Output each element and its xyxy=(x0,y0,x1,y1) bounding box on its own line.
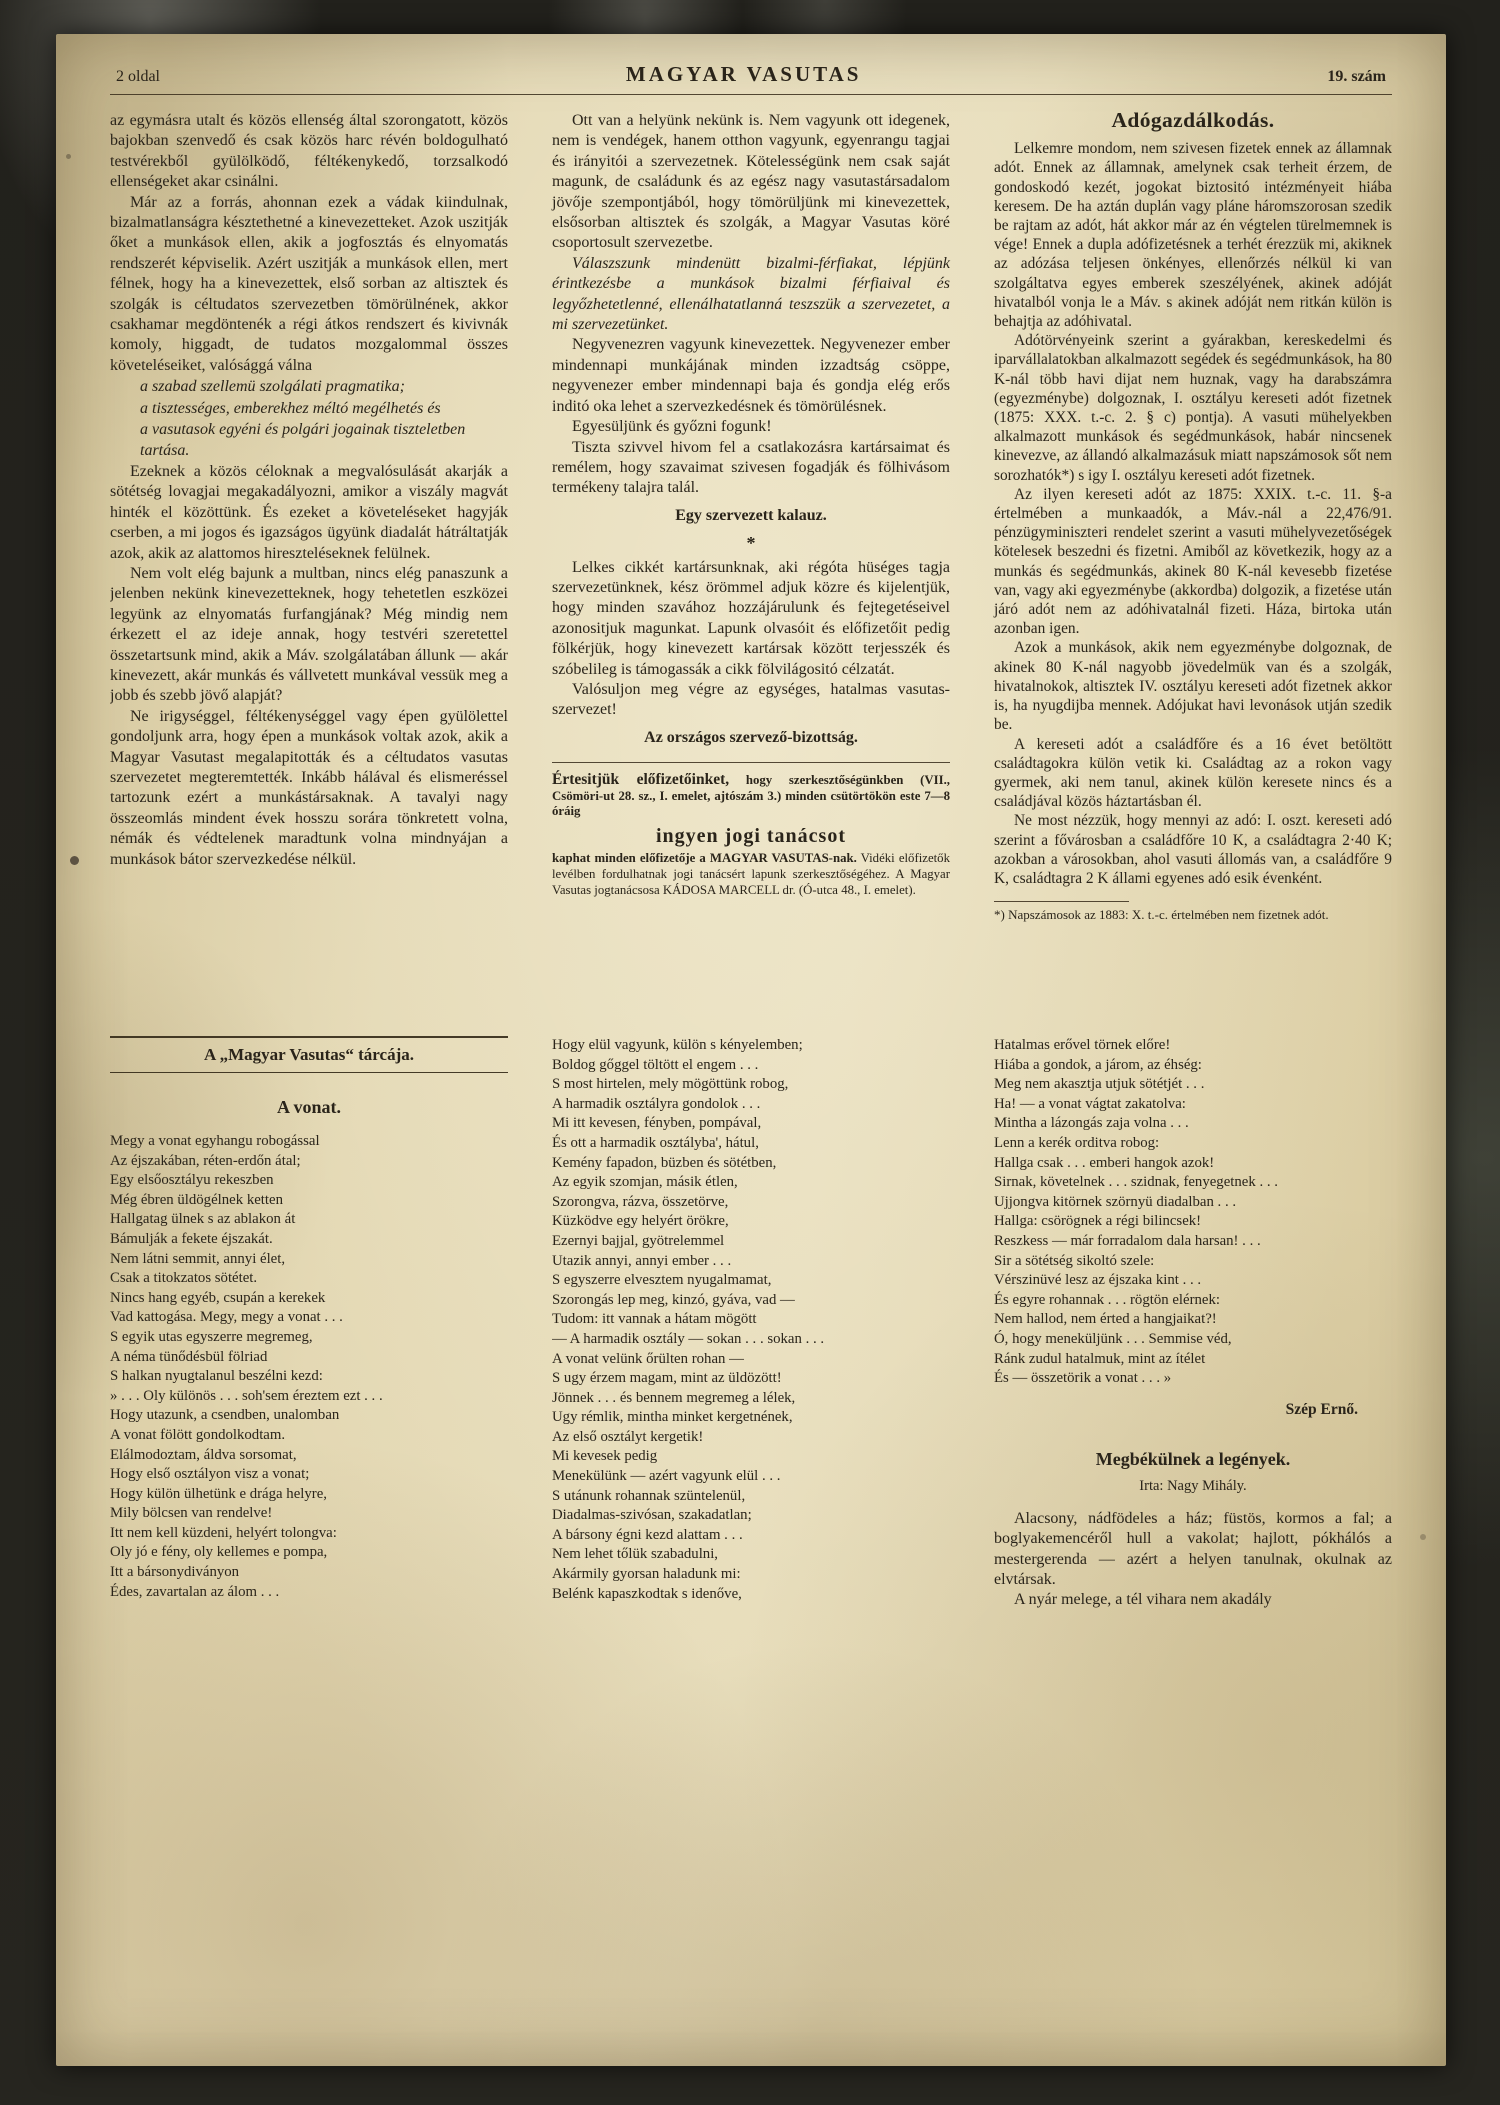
feuilleton-column-left xyxy=(110,1036,508,1611)
paper-stain xyxy=(70,856,79,865)
poem-line: Mily bölcsen van rendelve! xyxy=(110,1505,273,1522)
paragraph: a tisztességes, emberekhez méltó megélhetés és xyxy=(140,399,441,417)
notice-body-bold: kaphat minden előfizetője a MAGYAR VASUTAS-nak. xyxy=(552,851,857,866)
page-content xyxy=(110,62,1392,2046)
poem-line: Meg nem akasztja utjuk sötétjét . . . xyxy=(994,1076,1205,1093)
poem-line: Bámulják a fekete éjszakát. xyxy=(110,1230,273,1247)
poem-line: Sir a sötétség sikoltó szele: xyxy=(994,1252,1155,1269)
poem-line: — A harmadik osztály — sokan . . . sokan . . . xyxy=(552,1330,825,1347)
poem-line: Édes, zavartalan az álom . . . xyxy=(110,1583,280,1600)
poem-line: Ó, hogy meneküljünk . . . Semmise véd, xyxy=(994,1330,1232,1347)
paragraph: Már az a forrás, ahonnan ezek a vádak kiindulnak, bizalmatlanságra késztethetné a kinevezetteket. Azok uszitják őket a munkások ellen, akik a jogfosztás és elnyomatás rendszerét képviselik. Azért uszitják a munkások ellen, mert félnek, hogy ha a kinevezettek, első sorban az altisztek és szolgák is céltudatos szervezetben tömörülnének, akkor csakhamar megdöntenék a régi átkos rendszert és kivivnák komoly, higgadt, de tudatos mozgalommal összes követeléseiket, valósággá válna xyxy=(110,193,508,374)
paragraph: a vasutasok egyéni és polgári jogainak tiszteletben tartása. xyxy=(140,421,466,459)
poem-line: S egyik utas egyszerre megremeg, xyxy=(110,1328,313,1345)
poem-line: Oly jó e fény, oly kellemes e pompa, xyxy=(110,1544,328,1561)
poem-line: Nem lehet tőlük szabadulni, xyxy=(552,1546,719,1563)
paragraph: Tiszta szivvel hivom fel a csatlakozásra kartársaimat és remélem, hogy szavaimat szivesen fogadják és fölhivásom termékeny talajra talál. xyxy=(552,438,950,497)
paragraph: Lelkes cikkét kartársunknak, aki régóta hüséges tagja szervezetünknek, kész örömmel adjuk közre és kijelentjük, hogy minden szavához hozzájárulunk és fejtegetéseivel azonositjuk magunkat. Lapunk olvasóit és előfizetőit pedig fölkérjük, hogy kinevezett kartársak között terjesszék és szóbelileg is támogassák a cikk fölvilágositó célzatát. xyxy=(552,558,950,678)
poem-line: Hallgatag ülnek s az ablakon át xyxy=(110,1211,296,1228)
poem-line: Kemény fapadon, büzben és sötétben, xyxy=(552,1154,777,1171)
paragraph: az egymásra utalt és közös ellenség által szorongatott, közös bajokban szenvedő és csak közös harc révén boldogulható testvérekből gyülölködő, féltékenykedő, torzsalkodó ellenségeket akar csinálni. xyxy=(110,112,508,191)
poem-line: Vad kattogása. Megy, megy a vonat . . . xyxy=(110,1309,343,1326)
article-title: Adógazdálkodás. xyxy=(1111,111,1275,132)
poem-line: Ujjongva kitörnek szörnyü diadalban . . . xyxy=(994,1193,1237,1210)
paragraph: A kereseti adót a családfőre és a 16 évet betöltött családtagokra külön vetik ki. Családtag az a rokon vagy gyermek, aki nem tanul, akinek külön keresete nincs és a családjával közös háztartásban él. xyxy=(994,735,1392,811)
notice-lead-rest: hogy szerkesztőségünkben (VII., Csömöri-ut 28. sz., I. emelet, ajtószám 3.) minden csütörtökön este 7—8 óráig xyxy=(552,773,950,819)
poem-line: Jönnek . . . és bennem megremeg a lélek, xyxy=(552,1389,796,1406)
column-left xyxy=(110,111,508,1016)
poem-line: A vonat fölött gondolkodtam. xyxy=(110,1426,286,1443)
poem-line: Belénk kapaszkodtak s idenőve, xyxy=(552,1585,742,1602)
notice-lead xyxy=(552,772,950,820)
poem-line: Ezernyi bajjal, gyötrelemmel xyxy=(552,1232,725,1249)
newspaper-title: MAGYAR VASUTAS xyxy=(625,62,862,86)
footnote: *) Napszámosok az 1883: X. t.-c. értelmében nem fizetnek adót. xyxy=(994,907,1329,923)
feuilleton-header: A „Magyar Vasutas“ tárcája. xyxy=(110,1036,508,1073)
poem-line: Elálmodoztam, áldva sorsomat, xyxy=(110,1446,297,1463)
poem-line: Menekülünk — azért vagyunk elül . . . xyxy=(552,1468,781,1485)
poem-column-1 xyxy=(110,1132,508,1602)
poem-line: Egy elsőosztályu rekeszben xyxy=(110,1172,274,1189)
paragraph: Az országos szervező-bizottság. xyxy=(644,728,858,746)
poem-line: Hatalmas erővel törnek előre! xyxy=(994,1037,1171,1053)
poem-line: Hogy utazunk, a csendben, unalomban xyxy=(110,1407,340,1424)
poem-line: Nem hallod, nem érted a hangjaikat?! xyxy=(994,1311,1217,1328)
poem-line: S halkan nyugtalanul beszélni kezd: xyxy=(110,1368,323,1385)
paragraph: Ott van a helyünk nekünk is. Nem vagyunk ott idegenek, nem is vendégek, hanem otthon vagyunk, egyenrangu tagjai és irányitói a szervezetnek. Kötelességünk nem csak saját magunk, de családunk és az egész nagy vasutastársadalom jövője szempontjából, hogy tömörüljünk mi kinevezettek, elsősorban altisztek és szolgák, a Magyar Vasutas köré csoportosult szervezetbe. xyxy=(552,112,950,252)
poem-line: Vérszinüvé lesz az éjszaka kint . . . xyxy=(994,1272,1202,1289)
poem-line: Hogy elül vagyunk, külön s kényelemben; xyxy=(552,1037,803,1053)
feuilleton-column-right xyxy=(994,1036,1392,1611)
poem-line: Lenn a kerék orditva robog: xyxy=(994,1134,1160,1151)
poem-line: Mintha a lázongás zaja volna . . . xyxy=(994,1115,1189,1132)
poem-line: Megy a vonat egyhangu robogással xyxy=(110,1133,320,1149)
paragraph: Ne most nézzük, hogy mennyi az adó: I. oszt. kereseti adó szerint a fővárosban a családfőre 10 K, a családtagra 2·40 K; azokban a városokban, ahol vasuti állomás van, a családfőre 9 K, családtagra 2 K állami egyenes adó esik évenként. xyxy=(994,812,1392,887)
paragraph: Egyesüljünk és győzni fogunk! xyxy=(572,418,772,436)
poem-line: A néma tünődésbül fölriad xyxy=(110,1348,268,1365)
notice-body-rest: Vidéki előfizetők levélben fordulhatnak jogi tanácsért lapunk szerkesztőségéhez. A Magyar Vasutas jogtanácsosa KÁDOSA MARCELL dr. (Ó-utca 48., I. emelet). xyxy=(552,851,950,897)
paragraph: A nyár melege, a tél vihara nem akadály xyxy=(1014,1591,1272,1609)
paragraph: Válaszszunk mindenütt bizalmi-férfiakat, lépjünk érintkezésbe a munkások bizalmi férfiaival és legyőzhetetlenné, ellenálhatatlanná teszszük a szervezetet, a mi szervezetünket. xyxy=(552,254,950,334)
poem-line: Itt a bársonydiványon xyxy=(110,1564,240,1581)
poem-line: Hogy első osztályon visz a vonat; xyxy=(110,1466,310,1483)
story-body xyxy=(994,1509,1392,1611)
poem-line: S ugy érzem magam, mint az üldözött! xyxy=(552,1370,782,1387)
paragraph: Nem volt elég bajunk a multban, nincs elég panaszunk a jelenben nekünk kinevezetteknek, hogy tehetetlen eszközei legyünk az elnyomatás furfangjának? Még mindig nem érkezett el az ideje annak, hogy testvéri szeretettel összetartsunk mind, akik a Máv. szolgálatában állunk — akár kinevezett, akár munkás és vállvetett munkával vessük meg a jobb és szebb jövő alapját? xyxy=(110,564,508,705)
paragraph: * xyxy=(746,533,756,554)
poem-line: Akármily gyorsan haladunk mi: xyxy=(552,1566,741,1583)
poem-column-2 xyxy=(552,1036,950,1604)
poem-column-3 xyxy=(994,1036,1392,1389)
paragraph: Valósuljon meg végre az egységes, hatalmas vasutas-szervezet! xyxy=(552,680,950,719)
poem-line: Hogy külön ülhetünk e drága helyre, xyxy=(110,1485,327,1502)
poem-line: Nem látni semmit, annyi élet, xyxy=(110,1250,286,1267)
poem-line: » . . . Oly különös . . . soh'sem éreztem ezt . . . xyxy=(110,1387,383,1404)
poem-line: Itt nem kell küzdeni, helyért tolongva: xyxy=(110,1524,337,1541)
poem-line: Az első osztályt kergetik! xyxy=(552,1428,704,1445)
poem-line: Szorongva, rázva, összetörve, xyxy=(552,1193,729,1210)
poem-line: Még ébren üldögélnek ketten xyxy=(110,1191,283,1208)
poem-line: Mi itt kevesen, fényben, pompával, xyxy=(552,1115,762,1132)
poem-line: És egyre rohannak . . . rögtön elérnek: xyxy=(994,1291,1220,1308)
paragraph: Az ilyen kereseti adót az 1875: XXIX. t.-c. 11. §-a értelmében a munkaadók, a Máv.-nál a 22,476/91. pénzügyminiszteri rendelet szerint a vasuti mühelyvezetőségek kötelesek beszedni és fizetni. Amiből az következik, hogy az a munkás és segédmunkás, akinek 80 K-nál kevesebb fizetése van, vagy aki egyezménybe (akkordba) dolgozik, a fizetése után járó adót nem az adóhivatalnál fizeti. Háza, birtoka után azonban igen. xyxy=(994,485,1392,638)
poem-line: Nincs hang egyéb, csupán a kerekek xyxy=(110,1289,326,1306)
feuilleton-column-middle xyxy=(552,1036,950,1611)
poem-line: A bársony égni kezd alattam . . . xyxy=(552,1526,743,1543)
notice-headline: ingyen jogi tanácsot xyxy=(656,824,846,847)
paragraph: Adótörvényeink szerint a gyárakban, kereskedelmi és iparvállalatokban alkalmazott segédek és segédmunkások, ha 80 K-nál több havi dijat nem huznak, vagy ha darabszámra (egyezménybe) dolgoznak, I. osztályu kereseti adót fizetnek (1875: XXX. t.-c. 2. § c) pontja). A vasuti mühelyekben alkalmazott munkások és segédmunkások, habár nincsenek kinevezve, az állandó alkalmazásuk miatt napszámosok sőt nem sorozhatók*) s igy I. osztályu kereseti adót fizetnek. xyxy=(994,332,1392,484)
poem-line: Sirnak, követelnek . . . szidnak, fenyegetnek . . . xyxy=(994,1174,1278,1191)
poem-line: Diadalmas-szivósan, szakadatlan; xyxy=(552,1507,752,1524)
poem-line: Boldog gőggel töltött el engem . . . xyxy=(552,1056,759,1073)
page-number: 2 oldal xyxy=(116,68,160,85)
poem-line: A harmadik osztályra gondolok . . . xyxy=(552,1095,761,1112)
column-middle-text xyxy=(552,111,950,748)
footnote-rule xyxy=(994,901,1129,902)
poem-line: Csak a titokzatos sötétet. xyxy=(110,1270,258,1287)
legal-advice-notice xyxy=(552,762,950,898)
poem-line: Hallga csak . . . emberi hangok azok! xyxy=(994,1154,1215,1171)
paragraph: Egy szervezett kalauz. xyxy=(675,506,827,524)
poem-line: A vonat velünk őrülten rohan — xyxy=(552,1350,744,1367)
poem-line: Ugy rémlik, mintha minket kergetnének, xyxy=(552,1409,793,1426)
poem-line: Tudom: itt vannak a hátam mögött xyxy=(552,1311,757,1328)
story-byline: Irta: Nagy Mihály. xyxy=(1139,1477,1247,1494)
poem-line: S most hirtelen, mely mögöttünk robog, xyxy=(552,1076,789,1093)
paragraph: Ezeknek a közös céloknak a megvalósulását akarják a sötétség lovagjai megakadályozni, amikor a viszály magvát hinték el közöttünk. És ezeket a követeléseket hagyják cserben, a mi jogos és igazságos ügyünk diadalát hátráltatják azok, akik az alattomos hireszteléseknek felülnek. xyxy=(110,462,508,562)
paragraph: Ne irigységgel, féltékenységgel vagy épen gyülölettel gondoljunk arra, hogy épen a munkások voltak azok, akik a Magyar Vasutast megalapitották és a céltudatos vasutas szervezetet megteremtették. Inkább hálával és elismeréssel tartozunk ezért a munkástársaknak. A tavalyi nagy összeomlás mindent évek hosszu sorára tönkretett volna, némák és védtelenek maradtunk volna mindnyájan a munkások bátor szervezkedése nélkül. xyxy=(110,707,508,868)
feuilleton-section xyxy=(110,1036,1392,1611)
poem-line: Mi kevesek pedig xyxy=(552,1448,658,1465)
paragraph: Alacsony, nádfödeles a ház; füstös, kormos a fal; a boglyakemencéről hull a vakolat; hajlott, pókhálós a mestergerenda — azért a helyen tanulnak, okulnak az elvtársak. xyxy=(994,1509,1392,1588)
poem-line: Utazik annyi, annyi ember . . . xyxy=(552,1252,732,1269)
poem-line: Reszkess — már forradalom dala harsan! . . . xyxy=(994,1232,1261,1249)
poem-line: Hallga: csörögnek a régi bilincsek! xyxy=(994,1213,1202,1230)
column-right xyxy=(994,111,1392,1016)
notice-lead-bold: Értesitjük előfizetőinket, xyxy=(552,771,730,789)
poem-line: És ott a harmadik osztályba', hátul, xyxy=(552,1134,759,1151)
top-article-section xyxy=(110,111,1392,1016)
paragraph: Negyvenezren vagyunk kinevezettek. Negyvenezer ember mindennapi munkájának minden izzadtság csöppe, negyvenezer ember mindennapi baja és gondja elég erős inditó oka lehet a szervezkedésnek és tömörülésnek. xyxy=(552,336,950,415)
poem-line: S utánunk rohannak szüntelenül, xyxy=(552,1487,746,1504)
page-header xyxy=(110,62,1392,95)
poem-title: A vonat. xyxy=(276,1097,341,1117)
poem-line: Hiába a gondok, a járom, az éhség: xyxy=(994,1056,1202,1073)
paper-stain xyxy=(66,154,71,159)
paragraph: Azok a munkások, akik nem egyezménybe dolgoznak, de akinek 80 K-nál nagyobb jövedelmük van és a szolgák, hivatalnokok, altisztek IV. osztályu kereseti adót fizetnek akkor is, ha nyugdijba mennek. Adójukat havi levonások utján szedik be. xyxy=(994,639,1392,734)
poem-author: Szép Ernő. xyxy=(1285,1400,1358,1418)
poem-line: Ránk zudul hatalmuk, mint az ítélet xyxy=(994,1350,1206,1367)
poem-line: Az éjszakában, réten-erdőn átal; xyxy=(110,1152,301,1169)
poem-line: Ha! — a vonat vágtat zakatolva: xyxy=(994,1095,1186,1112)
paragraph: a szabad szellemü szolgálati pragmatika; xyxy=(140,378,405,396)
poem-line: Az egyik szomjan, másik étlen, xyxy=(552,1174,738,1191)
paper-stain xyxy=(1420,1534,1426,1540)
column-middle xyxy=(552,111,950,1016)
story-title: Megbékülnek a legények. xyxy=(1095,1448,1291,1469)
paragraph: Lelkemre mondom, nem szivesen fizetek ennek az államnak adót. Ennek az államnak, amelynek csak terheit érzem, de gondoskodó kezét, jogokat biztositó intézményeit hiába keresem. De ha aztán duplán vagy pláne háromszorosan szedik be rajtam az adót, hát akkor már az én végtelen türelmemnek is vége! Ennek a dupla adófizetésnek a terhét érezzük mi, akiknek az adózása teljesen önkényes, ellenőrzés nélkül ki van szolgáltatva egyes emberek szeszélyének, akinek adóját hivatalból vonja le a Máv. s akinek adóját nem ritkán külön is behajtja az adóhivatal. xyxy=(994,140,1392,331)
issue-number: 19. szám xyxy=(1327,68,1386,85)
column-right-text xyxy=(994,139,1392,888)
notice-body xyxy=(552,851,950,898)
poem-line: S egyszerre elvesztem nyugalmamat, xyxy=(552,1272,772,1289)
poem-line: És — összetörik a vonat . . . » xyxy=(994,1370,1172,1387)
poem-line: Küzködve egy helyért örökre, xyxy=(552,1213,729,1230)
newspaper-page xyxy=(56,34,1446,2066)
poem-line: Szorongás lep meg, kinzó, gyáva, vad — xyxy=(552,1291,795,1308)
